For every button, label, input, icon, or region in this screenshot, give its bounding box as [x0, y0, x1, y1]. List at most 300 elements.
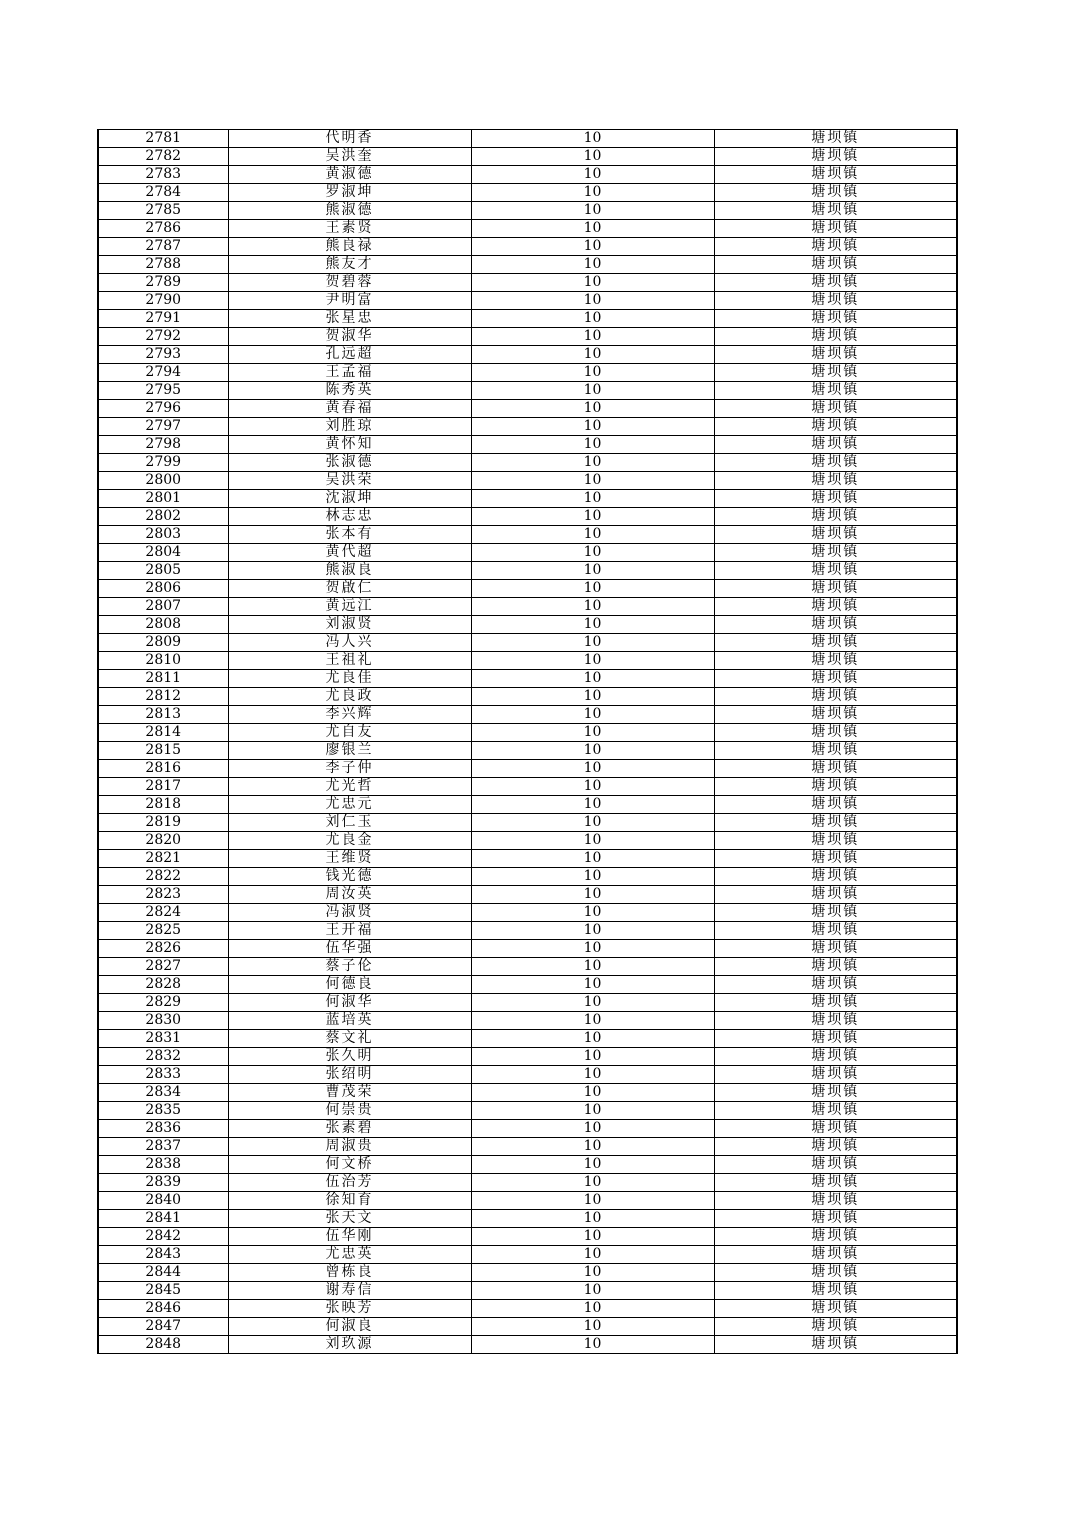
roster-table-body — [98, 130, 957, 1354]
table-row — [98, 994, 957, 1012]
amount-cell: 10 — [471, 292, 714, 310]
row-number-cell: 2789 — [98, 274, 228, 292]
table-row — [98, 184, 957, 202]
row-number-cell: 2804 — [98, 544, 228, 562]
table-row — [98, 1138, 957, 1156]
row-number-cell: 2808 — [98, 616, 228, 634]
amount-cell: 10 — [471, 562, 714, 580]
row-number-cell: 2833 — [98, 1066, 228, 1084]
name-cell: 张天文 — [228, 1210, 471, 1228]
row-number-cell: 2809 — [98, 634, 228, 652]
table-row — [98, 904, 957, 922]
row-number-cell: 2814 — [98, 724, 228, 742]
amount-cell: 10 — [471, 508, 714, 526]
town-cell: 塘坝镇 — [714, 598, 957, 616]
name-cell: 尹明富 — [228, 292, 471, 310]
table-row — [98, 1030, 957, 1048]
amount-cell: 10 — [471, 778, 714, 796]
name-cell: 熊淑良 — [228, 562, 471, 580]
amount-cell: 10 — [471, 742, 714, 760]
table-row — [98, 886, 957, 904]
town-cell: 塘坝镇 — [714, 868, 957, 886]
table-row — [98, 1120, 957, 1138]
name-cell: 何淑华 — [228, 994, 471, 1012]
amount-cell: 10 — [471, 1318, 714, 1336]
row-number-cell: 2798 — [98, 436, 228, 454]
name-cell: 尤自友 — [228, 724, 471, 742]
amount-cell: 10 — [471, 454, 714, 472]
row-number-cell: 2832 — [98, 1048, 228, 1066]
town-cell: 塘坝镇 — [714, 1138, 957, 1156]
name-cell: 张本有 — [228, 526, 471, 544]
row-number-cell: 2796 — [98, 400, 228, 418]
table-row — [98, 364, 957, 382]
town-cell: 塘坝镇 — [714, 616, 957, 634]
table-row — [98, 634, 957, 652]
name-cell: 曹茂荣 — [228, 1084, 471, 1102]
amount-cell: 10 — [471, 850, 714, 868]
name-cell: 廖银兰 — [228, 742, 471, 760]
amount-cell: 10 — [471, 526, 714, 544]
amount-cell: 10 — [471, 976, 714, 994]
amount-cell: 10 — [471, 1102, 714, 1120]
table-row — [98, 940, 957, 958]
name-cell: 尤光哲 — [228, 778, 471, 796]
town-cell: 塘坝镇 — [714, 436, 957, 454]
amount-cell: 10 — [471, 220, 714, 238]
name-cell: 周淑贵 — [228, 1138, 471, 1156]
name-cell: 熊友才 — [228, 256, 471, 274]
row-number-cell: 2812 — [98, 688, 228, 706]
name-cell: 吴洪荣 — [228, 472, 471, 490]
amount-cell: 10 — [471, 1282, 714, 1300]
table-row — [98, 418, 957, 436]
row-number-cell: 2791 — [98, 310, 228, 328]
row-number-cell: 2787 — [98, 238, 228, 256]
town-cell: 塘坝镇 — [714, 922, 957, 940]
table-row — [98, 850, 957, 868]
town-cell: 塘坝镇 — [714, 760, 957, 778]
amount-cell: 10 — [471, 886, 714, 904]
amount-cell: 10 — [471, 166, 714, 184]
town-cell: 塘坝镇 — [714, 832, 957, 850]
town-cell: 塘坝镇 — [714, 904, 957, 922]
name-cell: 冯人兴 — [228, 634, 471, 652]
row-number-cell: 2844 — [98, 1264, 228, 1282]
table-row — [98, 238, 957, 256]
row-number-cell: 2807 — [98, 598, 228, 616]
table-row — [98, 706, 957, 724]
amount-cell: 10 — [471, 1228, 714, 1246]
table-row — [98, 958, 957, 976]
amount-cell: 10 — [471, 796, 714, 814]
row-number-cell: 2811 — [98, 670, 228, 688]
name-cell: 冯淑贤 — [228, 904, 471, 922]
name-cell: 沈淑坤 — [228, 490, 471, 508]
table-row — [98, 472, 957, 490]
table-row — [98, 1048, 957, 1066]
amount-cell: 10 — [471, 346, 714, 364]
town-cell: 塘坝镇 — [714, 292, 957, 310]
amount-cell: 10 — [471, 310, 714, 328]
row-number-cell: 2821 — [98, 850, 228, 868]
amount-cell: 10 — [471, 652, 714, 670]
amount-cell: 10 — [471, 202, 714, 220]
row-number-cell: 2794 — [98, 364, 228, 382]
town-cell: 塘坝镇 — [714, 1102, 957, 1120]
row-number-cell: 2834 — [98, 1084, 228, 1102]
row-number-cell: 2827 — [98, 958, 228, 976]
amount-cell: 10 — [471, 832, 714, 850]
town-cell: 塘坝镇 — [714, 778, 957, 796]
town-cell: 塘坝镇 — [714, 274, 957, 292]
row-number-cell: 2815 — [98, 742, 228, 760]
row-number-cell: 2820 — [98, 832, 228, 850]
town-cell: 塘坝镇 — [714, 1336, 957, 1354]
table-row — [98, 1192, 957, 1210]
amount-cell: 10 — [471, 634, 714, 652]
town-cell: 塘坝镇 — [714, 814, 957, 832]
name-cell: 陈秀英 — [228, 382, 471, 400]
town-cell: 塘坝镇 — [714, 1084, 957, 1102]
amount-cell: 10 — [471, 940, 714, 958]
row-number-cell: 2799 — [98, 454, 228, 472]
name-cell: 尤忠元 — [228, 796, 471, 814]
name-cell: 何文桥 — [228, 1156, 471, 1174]
amount-cell: 10 — [471, 1192, 714, 1210]
town-cell: 塘坝镇 — [714, 526, 957, 544]
table-row — [98, 454, 957, 472]
table-row — [98, 724, 957, 742]
name-cell: 谢寿信 — [228, 1282, 471, 1300]
town-cell: 塘坝镇 — [714, 130, 957, 148]
amount-cell: 10 — [471, 1030, 714, 1048]
table-row — [98, 832, 957, 850]
name-cell: 张久明 — [228, 1048, 471, 1066]
town-cell: 塘坝镇 — [714, 1282, 957, 1300]
row-number-cell: 2847 — [98, 1318, 228, 1336]
name-cell: 刘胜琼 — [228, 418, 471, 436]
table-row — [98, 400, 957, 418]
town-cell: 塘坝镇 — [714, 580, 957, 598]
amount-cell: 10 — [471, 994, 714, 1012]
name-cell: 张素碧 — [228, 1120, 471, 1138]
amount-cell: 10 — [471, 238, 714, 256]
name-cell: 代明香 — [228, 130, 471, 148]
table-row — [98, 778, 957, 796]
town-cell: 塘坝镇 — [714, 742, 957, 760]
name-cell: 张淑德 — [228, 454, 471, 472]
amount-cell: 10 — [471, 1246, 714, 1264]
table-row — [98, 526, 957, 544]
name-cell: 贺啟仁 — [228, 580, 471, 598]
amount-cell: 10 — [471, 958, 714, 976]
row-number-cell: 2829 — [98, 994, 228, 1012]
table-row — [98, 1318, 957, 1336]
amount-cell: 10 — [471, 544, 714, 562]
row-number-cell: 2830 — [98, 1012, 228, 1030]
name-cell: 王孟福 — [228, 364, 471, 382]
name-cell: 罗淑坤 — [228, 184, 471, 202]
row-number-cell: 2793 — [98, 346, 228, 364]
table-row — [98, 598, 957, 616]
amount-cell: 10 — [471, 904, 714, 922]
name-cell: 贺淑华 — [228, 328, 471, 346]
row-number-cell: 2790 — [98, 292, 228, 310]
town-cell: 塘坝镇 — [714, 256, 957, 274]
row-number-cell: 2781 — [98, 130, 228, 148]
roster-table — [97, 129, 958, 1354]
row-number-cell: 2802 — [98, 508, 228, 526]
town-cell: 塘坝镇 — [714, 688, 957, 706]
name-cell: 贺碧蓉 — [228, 274, 471, 292]
row-number-cell: 2831 — [98, 1030, 228, 1048]
town-cell: 塘坝镇 — [714, 850, 957, 868]
town-cell: 塘坝镇 — [714, 976, 957, 994]
town-cell: 塘坝镇 — [714, 1066, 957, 1084]
amount-cell: 10 — [471, 1264, 714, 1282]
table-row — [98, 742, 957, 760]
town-cell: 塘坝镇 — [714, 310, 957, 328]
row-number-cell: 2846 — [98, 1300, 228, 1318]
name-cell: 何淑良 — [228, 1318, 471, 1336]
row-number-cell: 2839 — [98, 1174, 228, 1192]
town-cell: 塘坝镇 — [714, 166, 957, 184]
table-row — [98, 1066, 957, 1084]
row-number-cell: 2819 — [98, 814, 228, 832]
amount-cell: 10 — [471, 814, 714, 832]
amount-cell: 10 — [471, 688, 714, 706]
table-row — [98, 274, 957, 292]
town-cell: 塘坝镇 — [714, 958, 957, 976]
row-number-cell: 2792 — [98, 328, 228, 346]
amount-cell: 10 — [471, 490, 714, 508]
name-cell: 李兴辉 — [228, 706, 471, 724]
row-number-cell: 2785 — [98, 202, 228, 220]
table-row — [98, 1300, 957, 1318]
row-number-cell: 2838 — [98, 1156, 228, 1174]
town-cell: 塘坝镇 — [714, 796, 957, 814]
name-cell: 尤良金 — [228, 832, 471, 850]
amount-cell: 10 — [471, 598, 714, 616]
amount-cell: 10 — [471, 1048, 714, 1066]
row-number-cell: 2795 — [98, 382, 228, 400]
town-cell: 塘坝镇 — [714, 382, 957, 400]
name-cell: 伍治芳 — [228, 1174, 471, 1192]
name-cell: 黄怀知 — [228, 436, 471, 454]
table-row — [98, 1102, 957, 1120]
town-cell: 塘坝镇 — [714, 400, 957, 418]
town-cell: 塘坝镇 — [714, 670, 957, 688]
row-number-cell: 2786 — [98, 220, 228, 238]
town-cell: 塘坝镇 — [714, 202, 957, 220]
town-cell: 塘坝镇 — [714, 328, 957, 346]
row-number-cell: 2841 — [98, 1210, 228, 1228]
row-number-cell: 2825 — [98, 922, 228, 940]
amount-cell: 10 — [471, 148, 714, 166]
row-number-cell: 2783 — [98, 166, 228, 184]
table-row — [98, 1156, 957, 1174]
table-row — [98, 328, 957, 346]
amount-cell: 10 — [471, 1336, 714, 1354]
row-number-cell: 2817 — [98, 778, 228, 796]
row-number-cell: 2845 — [98, 1282, 228, 1300]
name-cell: 刘玖源 — [228, 1336, 471, 1354]
name-cell: 刘仁玉 — [228, 814, 471, 832]
town-cell: 塘坝镇 — [714, 544, 957, 562]
name-cell: 黄春福 — [228, 400, 471, 418]
town-cell: 塘坝镇 — [714, 1174, 957, 1192]
amount-cell: 10 — [471, 436, 714, 454]
amount-cell: 10 — [471, 382, 714, 400]
row-number-cell: 2837 — [98, 1138, 228, 1156]
town-cell: 塘坝镇 — [714, 1030, 957, 1048]
row-number-cell: 2824 — [98, 904, 228, 922]
table-row — [98, 976, 957, 994]
table-row — [98, 562, 957, 580]
table-row — [98, 220, 957, 238]
table-row — [98, 580, 957, 598]
town-cell: 塘坝镇 — [714, 724, 957, 742]
row-number-cell: 2800 — [98, 472, 228, 490]
row-number-cell: 2784 — [98, 184, 228, 202]
row-number-cell: 2836 — [98, 1120, 228, 1138]
table-row — [98, 652, 957, 670]
table-row — [98, 814, 957, 832]
town-cell: 塘坝镇 — [714, 1264, 957, 1282]
town-cell: 塘坝镇 — [714, 1048, 957, 1066]
name-cell: 孔远超 — [228, 346, 471, 364]
amount-cell: 10 — [471, 1300, 714, 1318]
table-row — [98, 1084, 957, 1102]
amount-cell: 10 — [471, 418, 714, 436]
name-cell: 伍华刚 — [228, 1228, 471, 1246]
amount-cell: 10 — [471, 364, 714, 382]
amount-cell: 10 — [471, 760, 714, 778]
amount-cell: 10 — [471, 580, 714, 598]
amount-cell: 10 — [471, 1138, 714, 1156]
town-cell: 塘坝镇 — [714, 346, 957, 364]
amount-cell: 10 — [471, 184, 714, 202]
table-row — [98, 760, 957, 778]
row-number-cell: 2803 — [98, 526, 228, 544]
amount-cell: 10 — [471, 1012, 714, 1030]
town-cell: 塘坝镇 — [714, 994, 957, 1012]
name-cell: 尤忠英 — [228, 1246, 471, 1264]
amount-cell: 10 — [471, 922, 714, 940]
town-cell: 塘坝镇 — [714, 1300, 957, 1318]
row-number-cell: 2826 — [98, 940, 228, 958]
name-cell: 熊淑德 — [228, 202, 471, 220]
table-row — [98, 1264, 957, 1282]
table-row — [98, 148, 957, 166]
table-row — [98, 688, 957, 706]
row-number-cell: 2840 — [98, 1192, 228, 1210]
name-cell: 蓝培英 — [228, 1012, 471, 1030]
town-cell: 塘坝镇 — [714, 184, 957, 202]
town-cell: 塘坝镇 — [714, 418, 957, 436]
table-row — [98, 1174, 957, 1192]
name-cell: 何崇贵 — [228, 1102, 471, 1120]
table-row — [98, 1336, 957, 1354]
amount-cell: 10 — [471, 1210, 714, 1228]
row-number-cell: 2816 — [98, 760, 228, 778]
row-number-cell: 2828 — [98, 976, 228, 994]
table-row — [98, 508, 957, 526]
town-cell: 塘坝镇 — [714, 634, 957, 652]
amount-cell: 10 — [471, 1156, 714, 1174]
name-cell: 蔡文礼 — [228, 1030, 471, 1048]
row-number-cell: 2788 — [98, 256, 228, 274]
amount-cell: 10 — [471, 328, 714, 346]
table-row — [98, 292, 957, 310]
row-number-cell: 2842 — [98, 1228, 228, 1246]
name-cell: 张映芳 — [228, 1300, 471, 1318]
row-number-cell: 2818 — [98, 796, 228, 814]
amount-cell: 10 — [471, 400, 714, 418]
table-row — [98, 616, 957, 634]
name-cell: 李子仲 — [228, 760, 471, 778]
name-cell: 钱光德 — [228, 868, 471, 886]
table-row — [98, 166, 957, 184]
row-number-cell: 2848 — [98, 1336, 228, 1354]
name-cell: 何德良 — [228, 976, 471, 994]
amount-cell: 10 — [471, 706, 714, 724]
town-cell: 塘坝镇 — [714, 706, 957, 724]
town-cell: 塘坝镇 — [714, 652, 957, 670]
town-cell: 塘坝镇 — [714, 562, 957, 580]
row-number-cell: 2782 — [98, 148, 228, 166]
row-number-cell: 2822 — [98, 868, 228, 886]
table-row — [98, 1210, 957, 1228]
amount-cell: 10 — [471, 1084, 714, 1102]
table-row — [98, 310, 957, 328]
table-row — [98, 346, 957, 364]
amount-cell: 10 — [471, 1120, 714, 1138]
row-number-cell: 2801 — [98, 490, 228, 508]
amount-cell: 10 — [471, 130, 714, 148]
name-cell: 刘淑贤 — [228, 616, 471, 634]
amount-cell: 10 — [471, 868, 714, 886]
table-row — [98, 796, 957, 814]
table-row — [98, 436, 957, 454]
amount-cell: 10 — [471, 670, 714, 688]
name-cell: 王素贤 — [228, 220, 471, 238]
amount-cell: 10 — [471, 616, 714, 634]
town-cell: 塘坝镇 — [714, 1192, 957, 1210]
name-cell: 尤良佳 — [228, 670, 471, 688]
table-row — [98, 202, 957, 220]
table-row — [98, 130, 957, 148]
town-cell: 塘坝镇 — [714, 238, 957, 256]
row-number-cell: 2813 — [98, 706, 228, 724]
name-cell: 张绍明 — [228, 1066, 471, 1084]
name-cell: 熊良禄 — [228, 238, 471, 256]
amount-cell: 10 — [471, 256, 714, 274]
name-cell: 周汝英 — [228, 886, 471, 904]
amount-cell: 10 — [471, 1066, 714, 1084]
table-row — [98, 256, 957, 274]
town-cell: 塘坝镇 — [714, 472, 957, 490]
table-row — [98, 1246, 957, 1264]
town-cell: 塘坝镇 — [714, 148, 957, 166]
row-number-cell: 2810 — [98, 652, 228, 670]
town-cell: 塘坝镇 — [714, 886, 957, 904]
town-cell: 塘坝镇 — [714, 940, 957, 958]
row-number-cell: 2823 — [98, 886, 228, 904]
town-cell: 塘坝镇 — [714, 364, 957, 382]
amount-cell: 10 — [471, 472, 714, 490]
